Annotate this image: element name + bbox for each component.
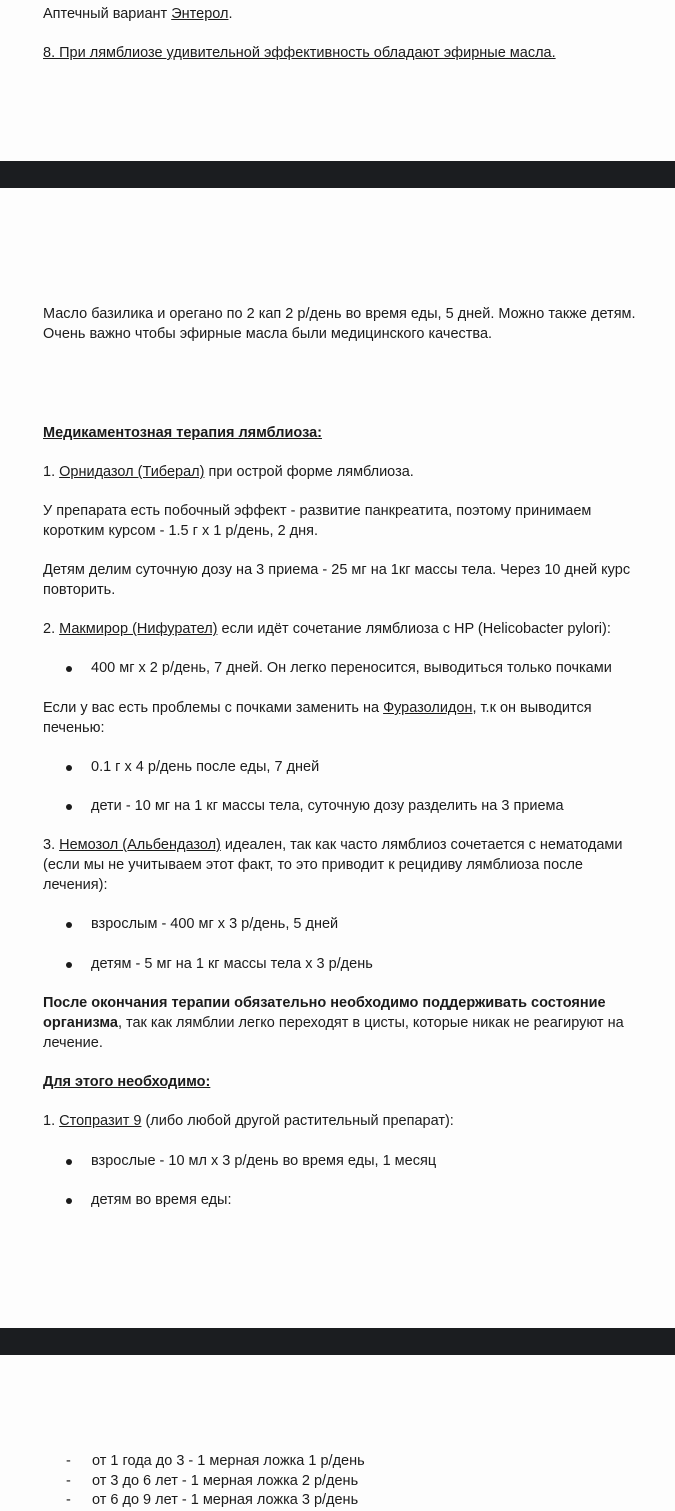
dash-bullet-icon: - xyxy=(66,1453,71,1469)
kidney-line-2: печенью: xyxy=(43,720,105,736)
bullet-icon xyxy=(66,666,72,672)
drug-item-3-line-2: (если мы не учитываем этот факт, то это приводит к рецидиву лямблиоза после xyxy=(43,857,583,873)
section-heading-drug-therapy: Медикаментозная терапия лямблиоза: xyxy=(43,425,322,441)
dash-bullet-icon: - xyxy=(66,1473,71,1489)
after-therapy-line-1: После окончания терапии обязательно необходимо поддерживать состояние xyxy=(43,995,606,1011)
side-effect-line-1: У препарата есть побочный эффект - развитие панкреатита, поэтому принимаем xyxy=(43,503,592,519)
bullet-icon xyxy=(66,962,72,968)
side-effect-line-2: коротким курсом - 1.5 г х 1 р/день, 2 дня. xyxy=(43,523,319,539)
kidney-line-1: Если у вас есть проблемы с почками заменить на Фуразолидон, т.к он выводится xyxy=(43,700,592,716)
children-dose-line-1: Детям делим суточную дозу на 3 приема - 25 мг на 1кг массы тела. Через 10 дней курс xyxy=(43,562,631,578)
section-heading-support: Для этого необходимо: xyxy=(43,1074,211,1090)
bullet-icon xyxy=(66,765,72,771)
drug-item-1: 1. Орнидазол (Тиберал) при острой форме лямблиоза. xyxy=(43,464,414,480)
ornidazole-link[interactable]: Орнидазол (Тиберал) xyxy=(59,464,205,480)
bullet-icon xyxy=(66,1159,72,1165)
item-8-essential-oils: 8. При лямблиозе удивительной эффективность обладают эфирные масла. xyxy=(43,45,556,61)
oils-line-2: Очень важно чтобы эфирные масла были медицинского качества. xyxy=(43,326,493,342)
bullet-icon xyxy=(66,1198,72,1204)
stoprazit-link[interactable]: Стопразит 9 xyxy=(59,1113,142,1129)
drug-item-3: 3. Немозол (Альбендазол) идеален, так как часто лямблиоз сочетается с нематодами xyxy=(43,837,623,853)
support-item-1: 1. Стопразит 9 (либо любой другой растительный препарат): xyxy=(43,1113,454,1129)
dash-bullet-icon: - xyxy=(66,1492,71,1508)
enterol-link[interactable]: Энтерол xyxy=(171,6,229,22)
bullet-icon xyxy=(66,804,72,810)
macmiror-link[interactable]: Макмирор (Нифурател) xyxy=(59,621,218,637)
drug-item-3-line-3: лечения): xyxy=(43,877,108,893)
furazolidone-link[interactable]: Фуразолидон xyxy=(383,700,473,716)
bullet-icon xyxy=(66,922,72,928)
children-dose-line-2: повторить. xyxy=(43,582,116,598)
drug-item-2: 2. Макмирор (Нифурател) если идёт сочетание лямблиоза с HP (Helicobacter pylori): xyxy=(43,621,611,637)
after-therapy-line-3: лечение. xyxy=(43,1035,103,1051)
enterol-line: Аптечный вариант Энтерол. xyxy=(43,6,233,22)
page-break-bar xyxy=(0,1328,675,1355)
oils-line-1: Масло базилика и орегано по 2 кап 2 р/день во время еды, 5 дней. Можно также детям. xyxy=(43,306,636,322)
page-break-bar xyxy=(0,161,675,188)
after-therapy-line-2: организма, так как лямблии легко переходят в цисты, которые никак не реагируют на xyxy=(43,1015,624,1031)
nemozol-link[interactable]: Немозол (Альбендазол) xyxy=(59,837,221,853)
